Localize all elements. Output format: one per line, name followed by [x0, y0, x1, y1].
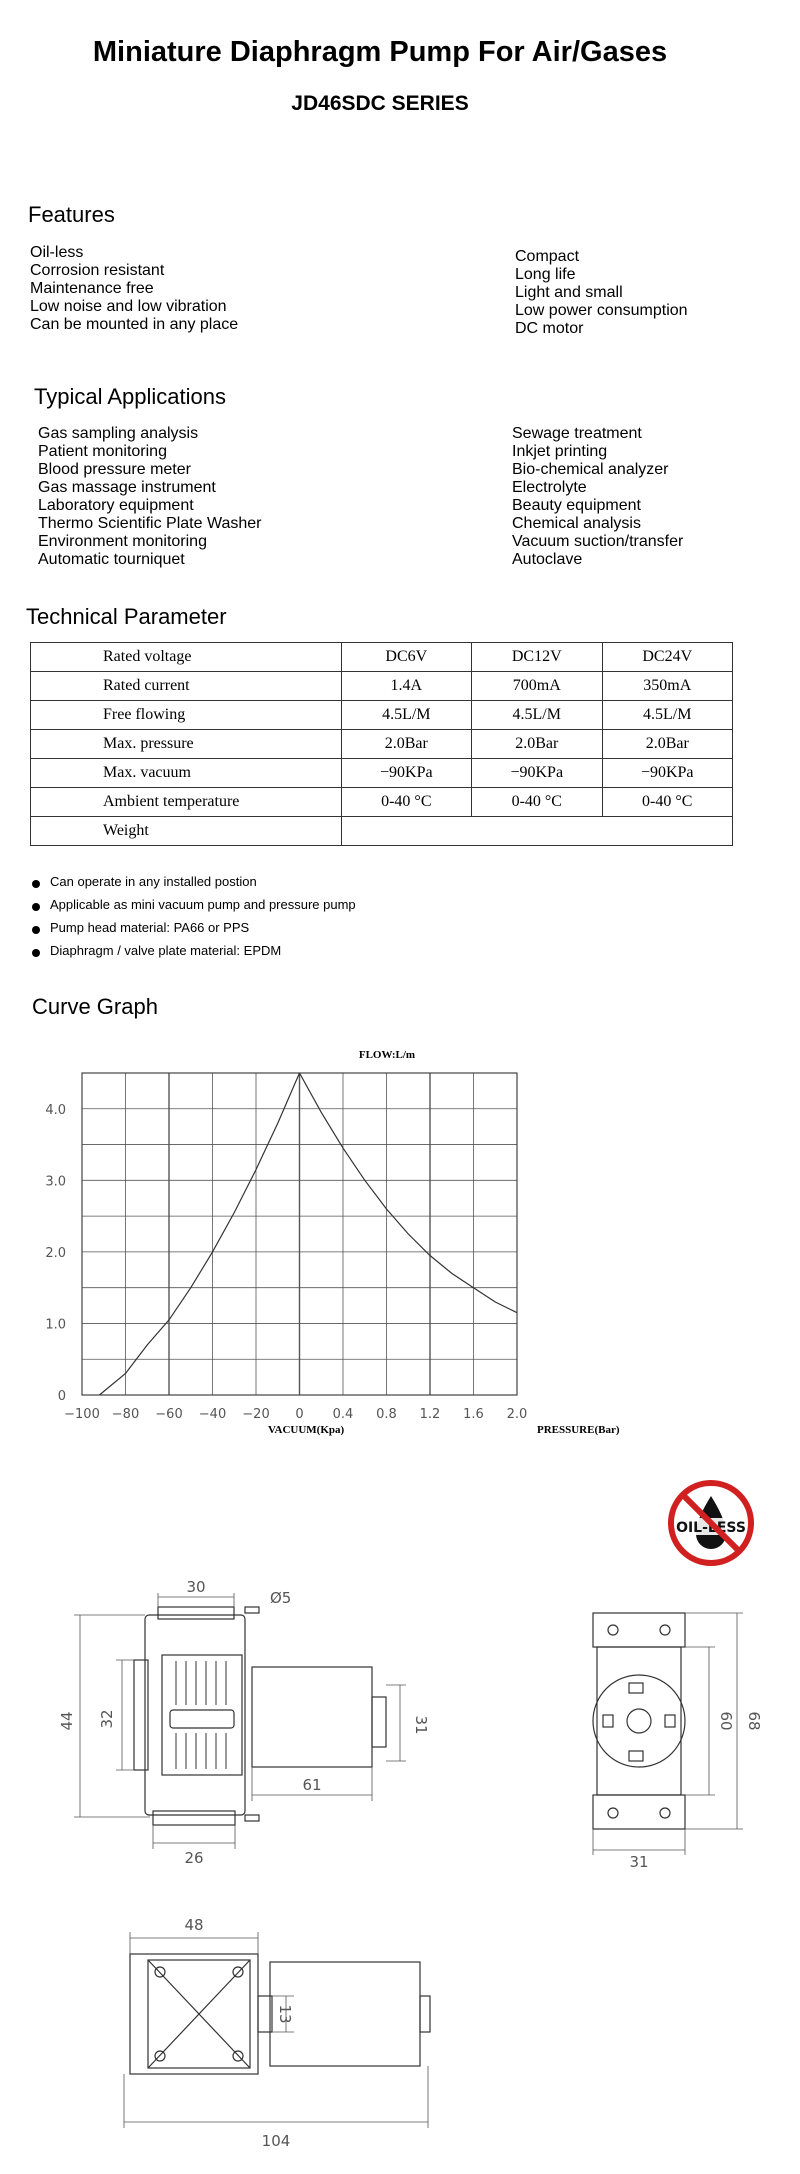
curve-heading: Curve Graph [32, 994, 158, 1019]
notes-list [30, 874, 356, 966]
application-item: Chemical analysis [512, 515, 641, 532]
parameter-value: 4.5L/M [341, 701, 471, 730]
dim-60: 60 [717, 1711, 735, 1731]
parameter-row [31, 701, 733, 730]
application-item: Beauty equipment [512, 497, 641, 514]
parameter-label: Weight [31, 817, 342, 846]
side-view-drawing [50, 1578, 490, 1870]
feature-item: Low power consumption [515, 302, 688, 319]
x-tick-label: 2.0 [506, 1407, 528, 1422]
y-axis-ticks [45, 1103, 66, 1404]
y-tick-label: 0 [57, 1389, 66, 1404]
page-title: Miniature Diaphragm Pump For Air/Gases [92, 36, 668, 68]
features-right-list [515, 248, 688, 338]
x-tick-label: −60 [155, 1407, 183, 1422]
parameter-value: 350mA [602, 672, 733, 701]
application-item: Thermo Scientific Plate Washer [38, 515, 262, 532]
parameter-label: Rated voltage [31, 643, 342, 672]
applications-right-list [512, 425, 683, 569]
parameter-row [31, 643, 733, 672]
chart-grid [82, 1073, 517, 1395]
dim-13: 13 [276, 2004, 294, 2024]
pressure-axis-label: PRESSURE(Bar) [537, 1424, 620, 1436]
note-item: Can operate in any installed postion [30, 874, 356, 897]
parameter-row [31, 817, 733, 846]
application-item: Bio-chemical analyzer [512, 461, 669, 478]
feature-item: Oil-less [30, 244, 84, 261]
y-tick-label: 2.0 [45, 1245, 66, 1261]
feature-item: Maintenance free [30, 280, 154, 297]
x-axis-ticks [64, 1407, 527, 1422]
parameter-value: 1.4A [341, 672, 471, 701]
application-item: Vacuum suction/transfer [512, 533, 684, 550]
x-tick-label: 0.8 [376, 1407, 397, 1422]
parameter-label: Free flowing [31, 701, 342, 730]
dim-48: 48 [184, 1916, 204, 1934]
dim-5: Ø5 [270, 1589, 292, 1607]
flow-curve-chart [40, 1040, 740, 1460]
application-item: Autoclave [512, 551, 583, 568]
feature-item: Corrosion resistant [30, 262, 165, 279]
bullet-icon [32, 926, 40, 934]
parameter-value: 2.0Bar [341, 730, 471, 759]
application-item: Sewage treatment [512, 425, 642, 442]
parameter-value [341, 817, 732, 846]
parameter-value: DC24V [602, 643, 733, 672]
dim-31-end: 31 [629, 1853, 649, 1871]
x-tick-label: 1.6 [463, 1407, 484, 1422]
parameter-label: Max. pressure [31, 730, 342, 759]
bullet-icon [32, 949, 40, 957]
parameter-value: −90KPa [472, 759, 602, 788]
vacuum-flow-line [99, 1073, 299, 1395]
note-item: Diaphragm / valve plate material: EPDM [30, 943, 356, 966]
parameter-row [31, 730, 733, 759]
features-left-list [30, 244, 238, 334]
parameter-value: −90KPa [341, 759, 471, 788]
parameter-value: 2.0Bar [602, 730, 733, 759]
dim-30: 30 [186, 1578, 206, 1596]
note-item: Pump head material: PA66 or PPS [30, 920, 356, 943]
x-tick-label: −80 [111, 1407, 140, 1422]
dim-32: 32 [98, 1709, 116, 1729]
feature-item: Compact [515, 248, 580, 265]
note-item: Applicable as mini vacuum pump and pressure pump [30, 897, 356, 920]
dim-26: 26 [184, 1849, 204, 1867]
bullet-icon [32, 880, 40, 888]
parameter-value: 4.5L/M [472, 701, 602, 730]
parameter-value: 2.0Bar [472, 730, 602, 759]
parameter-label: Max. vacuum [31, 759, 342, 788]
application-item: Gas massage instrument [38, 479, 216, 496]
application-item: Patient monitoring [38, 443, 167, 460]
technical-parameter-table [30, 642, 733, 846]
feature-item: Long life [515, 266, 576, 283]
applications-left-list [38, 425, 261, 569]
applications-heading: Typical Applications [34, 384, 226, 409]
application-item: Environment monitoring [38, 533, 207, 550]
parameter-value: DC6V [341, 643, 471, 672]
application-item: Electrolyte [512, 479, 587, 496]
feature-item: Light and small [515, 284, 623, 301]
y-tick-label: 3.0 [45, 1174, 66, 1190]
parameter-value: 700mA [472, 672, 602, 701]
chart-title: FLOW:L/m [358, 1049, 416, 1061]
application-item: Inkjet printing [512, 443, 608, 460]
bullet-icon [32, 903, 40, 911]
x-tick-label: 0 [295, 1407, 304, 1422]
end-view-drawing [585, 1585, 763, 1871]
y-tick-label: 4.0 [45, 1102, 66, 1118]
parameter-value: −90KPa [602, 759, 733, 788]
parameter-row [31, 672, 733, 701]
x-tick-label: 0.4 [332, 1407, 354, 1422]
technical-heading: Technical Parameter [26, 604, 227, 629]
parameter-value: 0-40 °C [602, 788, 733, 817]
parameter-value: DC12V [472, 643, 602, 672]
dim-104: 104 [261, 2132, 291, 2150]
application-item: Laboratory equipment [38, 497, 194, 514]
top-view-drawing [110, 1912, 490, 2157]
oil-less-badge-icon [668, 1480, 754, 1566]
parameter-value: 4.5L/M [602, 701, 733, 730]
parameter-value: 0-40 °C [472, 788, 602, 817]
y-tick-label: 1.0 [45, 1317, 66, 1333]
x-tick-label: −20 [242, 1407, 270, 1422]
badge-text: OIL-LESS [676, 1520, 746, 1536]
feature-item: Low noise and low vibration [30, 298, 227, 315]
parameter-label: Ambient temperature [31, 788, 342, 817]
parameter-row [31, 788, 733, 817]
x-tick-label: −40 [198, 1407, 227, 1422]
dim-61: 61 [302, 1776, 322, 1794]
vacuum-axis-label: VACUUM(Kpa) [268, 1424, 345, 1436]
dim-68: 68 [745, 1711, 763, 1731]
features-heading: Features [28, 202, 115, 227]
page-subtitle: JD46SDC SERIES [291, 92, 469, 115]
parameter-row [31, 759, 733, 788]
feature-item: DC motor [515, 320, 584, 337]
application-item: Gas sampling analysis [38, 425, 199, 442]
parameter-label: Rated current [31, 672, 342, 701]
dim-31: 31 [412, 1715, 430, 1735]
feature-item: Can be mounted in any place [30, 316, 239, 333]
application-item: Automatic tourniquet [38, 551, 185, 568]
dim-44: 44 [58, 1711, 76, 1731]
application-item: Blood pressure meter [38, 461, 191, 478]
x-tick-label: −100 [64, 1407, 100, 1422]
x-tick-label: 1.2 [419, 1407, 441, 1422]
parameter-value: 0-40 °C [341, 788, 471, 817]
